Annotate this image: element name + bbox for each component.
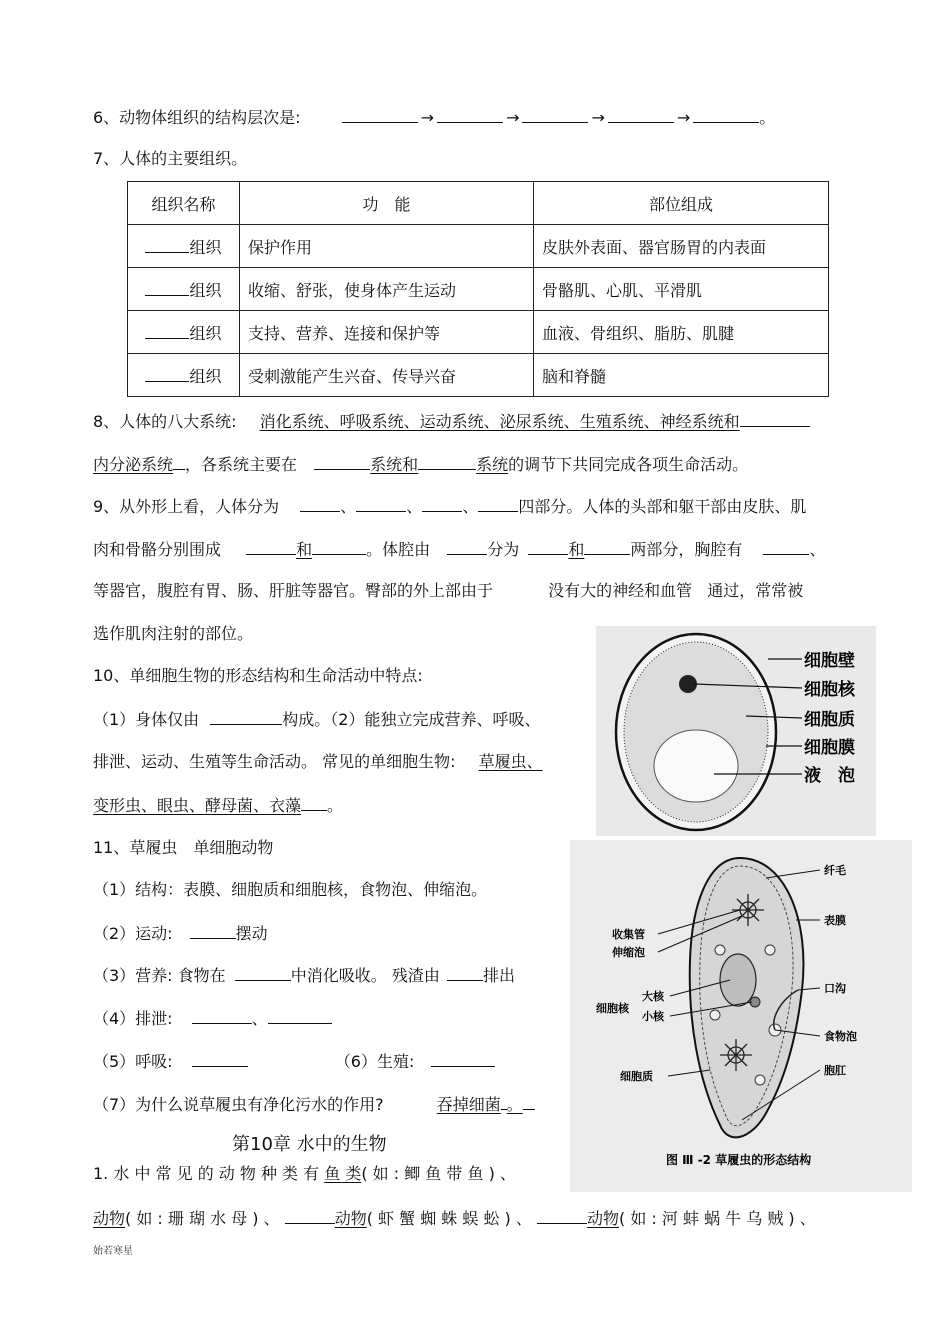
- q11-nutrition: [93, 964, 515, 987]
- q11-q7-a: （7）为什么说草履虫有净化污水的作用?: [93, 1095, 384, 1114]
- table-header-row: [128, 182, 829, 225]
- q10-line-2: [93, 751, 543, 773]
- tissue-name-blank[interactable]: [145, 236, 189, 253]
- q6-prefix: 6、动物体组织的结构层次是:: [93, 108, 301, 127]
- ch-q1-l2-b: ( 如 : 珊 瑚 水 母 ) 、: [125, 1209, 280, 1228]
- q6-arrow-2: →: [506, 108, 520, 127]
- paramecium-label: 胞肛: [824, 1064, 846, 1077]
- cell-label: 液 泡: [804, 766, 855, 786]
- ch-q1-l2-d: ( 虾 蟹 蜘 蛛 蜈 蚣 ) 、: [366, 1209, 532, 1228]
- q6-arrow-4: →: [676, 108, 691, 127]
- ch-q1-blank-2[interactable]: [537, 1207, 587, 1224]
- q8-blank-1[interactable]: [314, 453, 370, 470]
- q9-line1-tail: 四部分。人体的头部和躯干部由皮肤、肌: [518, 497, 807, 516]
- q9-blank-9[interactable]: [584, 538, 630, 555]
- q11-excretion-label: （4）排泄:: [93, 1009, 173, 1028]
- q8-prefix: 8、人体的八大系统:: [93, 412, 237, 431]
- q10-l1-a: （1）身体仅由: [93, 710, 200, 729]
- q10-l1-b: 构成。（2）能独立完成营养、呼吸、: [282, 710, 541, 729]
- tissue-suffix: 组织: [189, 366, 222, 386]
- tissue-table: [127, 181, 829, 397]
- q9-line-3: [93, 580, 803, 602]
- q10-blank-1[interactable]: [210, 708, 282, 725]
- paramecium-label: 收集管: [612, 928, 645, 941]
- q10-title: 10、单细胞生物的形态结构和生命活动中特点:: [93, 666, 423, 685]
- q6-blank-3[interactable]: [522, 106, 588, 123]
- q6-arrow-1: →: [420, 108, 435, 127]
- q9-line-4: 选作肌肉注射的部位。: [93, 624, 254, 643]
- paramecium-diagram: [570, 840, 912, 1192]
- paramecium-caption: 图 Ⅲ -2 草履虫的形态结构: [666, 1153, 812, 1167]
- q8-endocrine-trail: [173, 453, 185, 470]
- vacuole-shape: [654, 730, 738, 802]
- q8-tail: 的调节下共同完成各项生命活动。: [508, 455, 749, 474]
- q10-line-3: [93, 794, 343, 817]
- tissue-suffix: 组织: [189, 280, 222, 300]
- q9-blank-1[interactable]: [300, 495, 340, 512]
- q7-title: 7、人体的主要组织。: [93, 149, 248, 168]
- q11-nutrition-a: （3）营养: 食物在: [93, 966, 226, 985]
- tissue-function: 保护作用: [240, 225, 534, 268]
- q9-prefix: 9、从外形上看，人体分为: [93, 497, 280, 516]
- header-location: 部位组成: [534, 182, 829, 225]
- q6-blank-5[interactable]: [693, 106, 759, 123]
- cell-diagram: [596, 626, 876, 836]
- ch-q1-l2-a: 动物: [93, 1209, 126, 1228]
- q9-blank-2[interactable]: [356, 495, 406, 512]
- q10-l3-b: 。: [327, 796, 344, 815]
- table-row: [128, 354, 829, 397]
- tissue-name-blank[interactable]: [145, 365, 189, 382]
- q11-blank-nutrition-2[interactable]: [447, 964, 483, 981]
- tissue-name-cell: [128, 225, 240, 268]
- tissue-name-blank[interactable]: [145, 322, 189, 339]
- q8-line-1: [93, 410, 810, 433]
- paramecium-label: 食物泡: [824, 1030, 857, 1043]
- q9-blank-6[interactable]: [312, 538, 366, 555]
- paramecium-figure: [570, 840, 912, 1192]
- q8-systems: 消化系统、呼吸系统、运动系统、泌尿系统、生殖系统、神经系统和: [259, 412, 740, 431]
- q11-nutrition-c: 排出: [482, 966, 515, 985]
- cell-label: 细胞核: [804, 680, 855, 700]
- q9-dun-2: 、: [406, 497, 423, 516]
- q8-line-2: [93, 453, 748, 476]
- q9-blank-4[interactable]: [478, 495, 518, 512]
- tissue-name-cell: [128, 311, 240, 354]
- paramecium-label: 纤毛: [824, 864, 846, 877]
- q11-title: 11、草履虫 单细胞动物: [93, 838, 274, 857]
- tissue-suffix: 组织: [189, 237, 222, 257]
- tissue-location: 血液、骨组织、脂肪、肌腱: [534, 311, 829, 354]
- table-row: [128, 268, 829, 311]
- q10-l3-a: 变形虫、眼虫、酵母菌、衣藻: [93, 796, 302, 815]
- q9-he-1: 和: [296, 540, 313, 559]
- q11-q7-c: 。: [506, 1095, 523, 1114]
- paramecium-label: 伸缩泡: [612, 946, 645, 959]
- cell-label: 细胞质: [804, 710, 855, 730]
- q11-blank-nutrition-1[interactable]: [235, 964, 291, 981]
- q11-movement: [93, 922, 268, 945]
- q10-l2-b: 草履虫、: [478, 752, 543, 771]
- q6-arrow-3: →: [591, 108, 605, 127]
- q9-dun-3: 、: [462, 497, 479, 516]
- cell-figure: [596, 626, 876, 836]
- q11-respiration-reproduction: [93, 1050, 495, 1073]
- q9-line3: 等器官，腹腔有胃、肠、肝脏等器官。臀部的外上部由于: [93, 581, 494, 600]
- q10-line-1: [93, 708, 540, 731]
- ch-q1-l2-e: 动物: [586, 1209, 619, 1228]
- chapter-title: 第10章 水中的生物: [232, 1134, 387, 1155]
- q11-blank-reproduction[interactable]: [431, 1050, 495, 1067]
- q11-q7: [93, 1093, 535, 1116]
- q9-line-2: [93, 538, 825, 561]
- tissue-name-blank[interactable]: [145, 279, 189, 296]
- table-row: [128, 225, 829, 268]
- ch-q1-l1-c: ( 如 : 鲫 鱼 带 鱼 ) 、: [361, 1164, 516, 1183]
- ch-q1-l2-c: 动物: [334, 1209, 367, 1228]
- ch-q1-l2-f: ( 如 : 河 蚌 蜗 牛 乌 贼 ) 、: [619, 1209, 816, 1228]
- tissue-location: 骨骼肌、心肌、平滑肌: [534, 268, 829, 311]
- tissue-suffix: 组织: [189, 323, 222, 343]
- cell-label: 细胞膜: [804, 738, 855, 758]
- q11-movement-b: 摆动: [235, 924, 268, 943]
- paramecium-label: 细胞质: [620, 1070, 653, 1083]
- q8-sys1: 系统和: [370, 455, 419, 474]
- q11-respiration-label: （5）呼吸:: [93, 1052, 173, 1071]
- q9-line2-b: 。体腔由: [366, 540, 431, 559]
- q9-blank-8[interactable]: [528, 538, 568, 555]
- header-function: 功 能: [240, 182, 534, 225]
- tissue-function: 支持、营养、连接和保护等: [240, 311, 534, 354]
- q8-endocrine: 内分泌系统: [93, 455, 174, 474]
- q9-line2-c: 分为: [487, 540, 520, 559]
- q8-sys2: 系统: [476, 455, 509, 474]
- q6-blank-4[interactable]: [608, 106, 674, 123]
- header-name: 组织名称: [128, 182, 240, 225]
- cell-label: 细胞壁: [804, 651, 855, 671]
- q11-q7-b: 吞掉细菌: [436, 1095, 501, 1114]
- q11-blank-movement[interactable]: [190, 922, 236, 939]
- paramecium-label: 细胞核: [596, 1002, 629, 1015]
- paramecium-label: 大核: [642, 990, 664, 1003]
- q11-excretion-dun: 、: [251, 1009, 268, 1028]
- q8-blank-trail[interactable]: [740, 410, 810, 427]
- macronucleus: [720, 954, 756, 1006]
- q9-line-1: [93, 495, 806, 518]
- q9-blank-10[interactable]: [763, 538, 809, 555]
- ch-q1-line-2: [93, 1207, 816, 1230]
- q11-blank-respiration[interactable]: [192, 1050, 248, 1067]
- q9-line3-b: 没有大的神经和血管: [548, 581, 693, 600]
- q11-blank-excretion-1[interactable]: [192, 1007, 252, 1024]
- q11-reproduction-label: （6）生殖:: [334, 1052, 415, 1071]
- tissue-location: 脑和脊髓: [534, 354, 829, 397]
- q6-blank-1[interactable]: [342, 106, 418, 123]
- q6-end: 。: [759, 108, 776, 127]
- ch-q1-line-1: [93, 1163, 516, 1185]
- q11-excretion: [93, 1007, 332, 1030]
- paramecium-label: 小核: [642, 1010, 664, 1023]
- tissue-name-cell: [128, 354, 240, 397]
- q9-line3-c: 通过，常常被: [707, 581, 804, 600]
- q9-he-2: 和: [568, 540, 585, 559]
- tissue-name-cell: [128, 268, 240, 311]
- q6-line: [93, 106, 775, 129]
- q9-blank-7[interactable]: [447, 538, 487, 555]
- tissue-function: 受刺激能产生兴奋、传导兴奋: [240, 354, 534, 397]
- q11-nutrition-b: 中消化吸收。 残渣由: [290, 966, 440, 985]
- q9-dun-1: 、: [340, 497, 357, 516]
- q8-mid: ，各系统主要在: [185, 455, 298, 474]
- q8-blank-2[interactable]: [418, 453, 476, 470]
- ch-q1-blank-1[interactable]: [285, 1207, 335, 1224]
- q6-blank-2[interactable]: [437, 106, 503, 123]
- paramecium-label: 口沟: [824, 982, 846, 995]
- q9-blank-3[interactable]: [422, 495, 462, 512]
- q9-dun-4: 、: [809, 540, 826, 559]
- footer-text: 始若寒星: [93, 1246, 133, 1257]
- q10-l2-a: 排泄、运动、生殖等生命活动。 常见的单细胞生物:: [93, 752, 456, 771]
- q11-structure: （1）结构：表膜、细胞质和细胞核，食物泡、伸缩泡。: [93, 880, 488, 899]
- q9-line2-d: 两部分，胸腔有: [630, 540, 743, 559]
- q10-blank-2: [301, 794, 327, 811]
- q9-blank-5[interactable]: [246, 538, 296, 555]
- paramecium-label: 表膜: [824, 914, 846, 927]
- ch-q1-l1-a: 1. 水 中 常 见 的 动 物 种 类 有: [93, 1164, 320, 1183]
- q11-q7-trail: [523, 1093, 535, 1110]
- ch-q1-l1-b: 鱼 类: [324, 1164, 362, 1183]
- q9-line2-a: 肉和骨骼分别围成: [93, 540, 222, 559]
- tissue-function: 收缩、舒张，使身体产生运动: [240, 268, 534, 311]
- q11-blank-excretion-2[interactable]: [268, 1007, 332, 1024]
- tissue-location: 皮肤外表面、器官肠胃的内表面: [534, 225, 829, 268]
- table-row: [128, 311, 829, 354]
- q11-movement-a: （2）运动:: [93, 924, 173, 943]
